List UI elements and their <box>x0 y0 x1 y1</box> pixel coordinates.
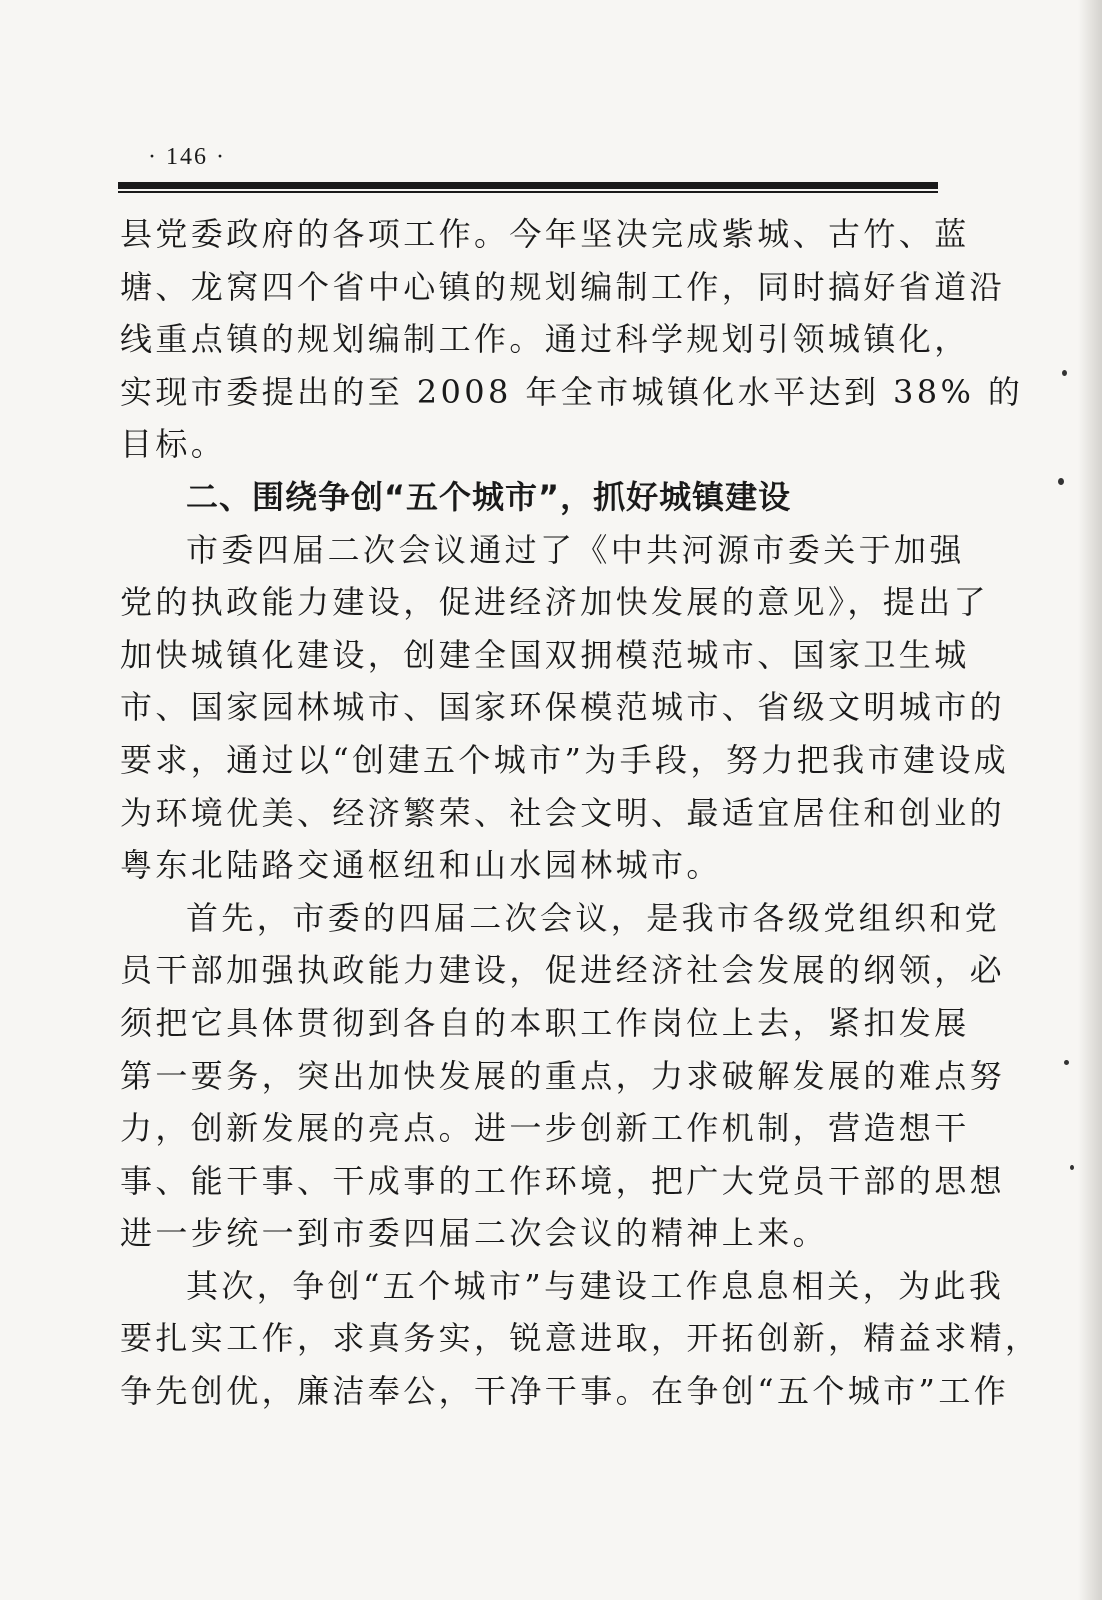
paragraph-4-line: 争先创优，廉洁奉公，干净干事。在争创“五个城市”工作 <box>120 1372 1010 1411</box>
paragraph-3-line: 员干部加强执政能力建设，促进经济社会发展的纲领，必 <box>120 951 1006 990</box>
scan-speck <box>1070 1165 1074 1170</box>
paragraph-4-line: 要扎实工作，求真务实，锐意进取，开拓创新，精益求精， <box>120 1319 1041 1358</box>
scan-speck <box>1064 1060 1069 1065</box>
scan-speck <box>1058 478 1064 485</box>
scan-speck <box>1062 370 1067 376</box>
header-rule-thin <box>118 191 938 193</box>
paragraph-2-line: 加快城镇化建设，创建全国双拥模范城市、国家卫生城 <box>120 635 970 674</box>
paragraph-3-line: 力，创新发展的亮点。进一步创新工作机制，营造想干 <box>120 1109 970 1148</box>
paragraph-4-line: 其次，争创“五个城市”与建设工作息息相关，为此我 <box>186 1266 1005 1305</box>
paragraph-2-line: 要求，通过以“创建五个城市”为手段，努力把我市建设成 <box>120 740 1010 779</box>
paragraph-2-line: 市委四届二次会议通过了《中共河源市委关于加强 <box>186 530 965 569</box>
paragraph-2-line: 党的执政能力建设，促进经济加快发展的意见》，提出了 <box>120 583 990 622</box>
paragraph-1-line: 线重点镇的规划编制工作。通过科学规划引领城镇化， <box>120 320 970 359</box>
paragraph-1-line: 县党委政府的各项工作。今年坚决完成紫城、古竹、蓝 <box>120 215 970 253</box>
header-rule <box>118 182 938 189</box>
section-heading: 二、围绕争创“五个城市”，抓好城镇建设 <box>186 477 792 516</box>
paragraph-2-line: 粤东北陆路交通枢纽和山水园林城市。 <box>120 846 722 885</box>
paragraph-3-line: 首先，市委的四届二次会议，是我市各级党组织和党 <box>186 898 1001 937</box>
paragraph-3-line: 须把它具体贯彻到各自的本职工作岗位上去，紧扣发展 <box>120 1003 970 1042</box>
paragraph-2-line: 市、国家园林城市、国家环保模范城市、省级文明城市的 <box>120 688 1006 727</box>
paragraph-3-line: 进一步统一到市委四届二次会议的精神上来。 <box>120 1214 829 1253</box>
paragraph-3-line: 第一要务，突出加快发展的重点，力求破解发展的难点努 <box>120 1056 1006 1095</box>
paragraph-1-line: 目标。 <box>120 425 227 464</box>
paragraph-1-line: 塘、龙窝四个省中心镇的规划编制工作，同时搞好省道沿 <box>120 267 1006 306</box>
paragraph-3-line: 事、能干事、干成事的工作环境，把广大党员干部的思想 <box>120 1161 1006 1200</box>
body-text <box>120 208 1041 1418</box>
paragraph-2-line: 为环境优美、经济繁荣、社会文明、最适宜居住和创业的 <box>120 793 1006 832</box>
page-header <box>118 142 938 172</box>
page-number: · 146 · <box>148 144 226 170</box>
paragraph-1-line: 实现市委提出的至 2008 年全市城镇化水平达到 38% 的 <box>120 372 1024 411</box>
page-binding-edge <box>1078 0 1102 1600</box>
